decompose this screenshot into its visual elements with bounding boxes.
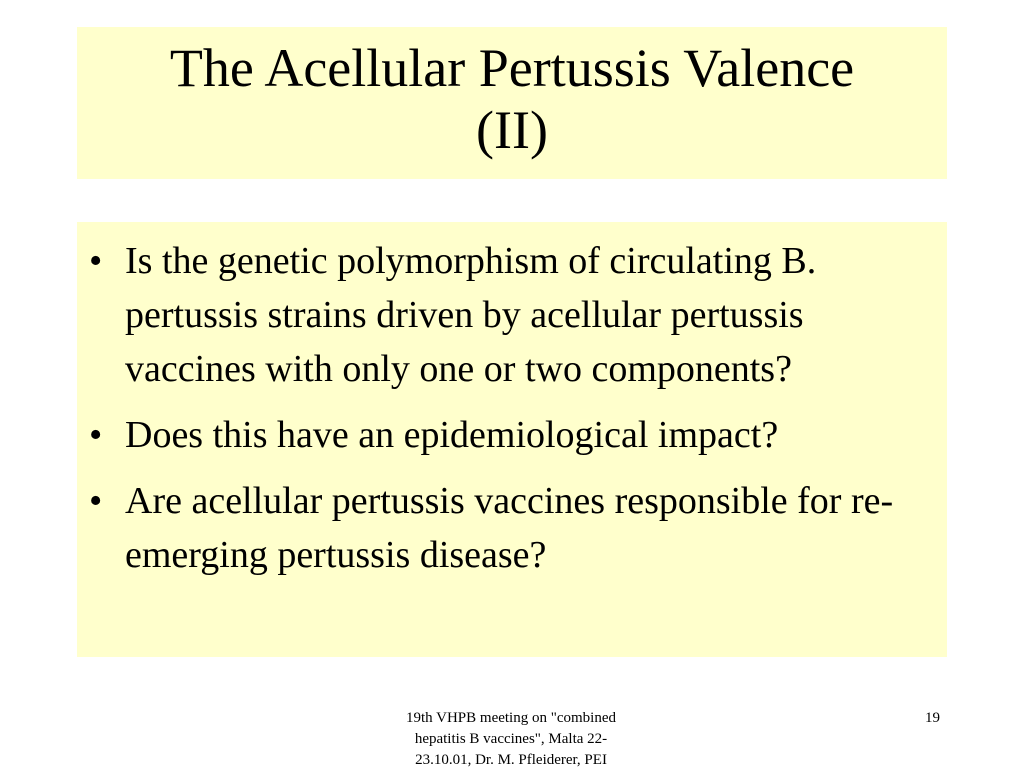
slide-title-panel bbox=[77, 27, 947, 179]
bullet-marker: • bbox=[89, 480, 103, 522]
bullet-text-2: Does this have an epidemiological impact? bbox=[125, 414, 779, 456]
bullet-text-3: Are acellular pertussis vaccines responsible for re-emerging pertussis disease? bbox=[125, 480, 894, 576]
bullet-item-2 bbox=[89, 408, 927, 462]
bullet-item-3 bbox=[89, 474, 927, 582]
footer-line-1: 19th VHPB meeting on "combined bbox=[406, 710, 616, 726]
slide-title-line-2: (II) bbox=[476, 100, 548, 160]
bullet-item-1 bbox=[89, 234, 927, 396]
slide-footer bbox=[356, 708, 666, 768]
slide-title-line-1: The Acellular Pertussis Valence bbox=[169, 38, 855, 98]
bullet-marker: • bbox=[89, 240, 103, 282]
bullet-list bbox=[89, 234, 927, 582]
slide-number: 19 bbox=[925, 710, 940, 726]
bullet-text-1: Is the genetic polymorphism of circulating B. pertussis strains driven by acellular pertussis vaccines with only one or two components? bbox=[125, 240, 817, 390]
slide-content-panel bbox=[77, 222, 947, 657]
bullet-marker: • bbox=[89, 414, 103, 456]
footer-line-3: 23.10.01, Dr. M. Pfleiderer, PEI bbox=[415, 752, 607, 768]
footer-line-2: hepatitis B vaccines", Malta 22- bbox=[414, 731, 608, 747]
